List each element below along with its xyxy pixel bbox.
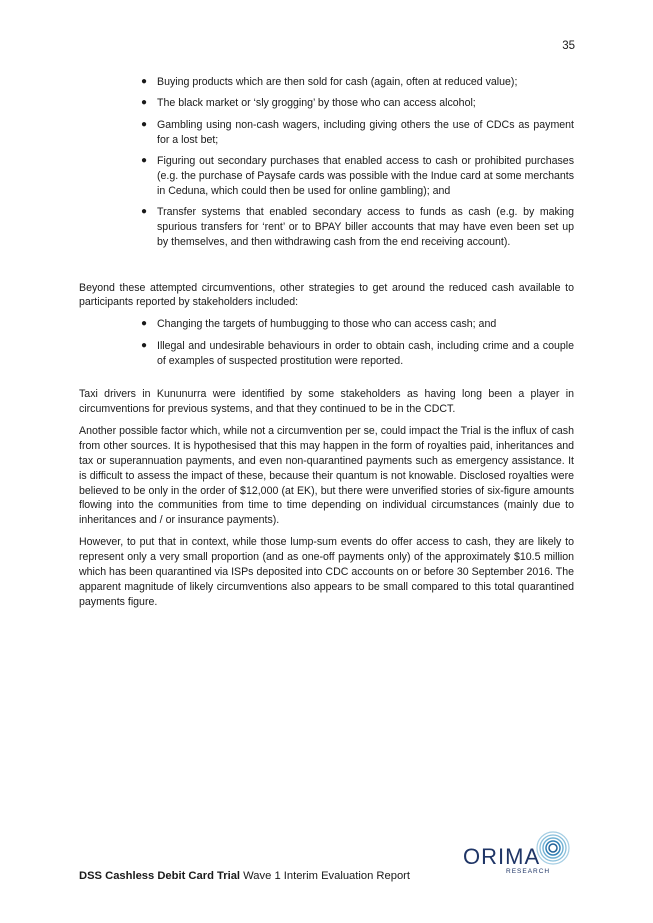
list-item <box>79 154 574 199</box>
list-item-text: Figuring out secondary purchases that enabled access to cash or prohibited purchases (e.g. the purchase of Paysafe cards was possible with the Indue card at some merchants in Ceduna, which could then be used for online gambling); and <box>157 155 574 197</box>
bullet-icon: ● <box>141 118 148 130</box>
footer <box>79 870 410 882</box>
bullet-icon: ● <box>141 155 148 167</box>
bullet-list-circumventions <box>79 75 574 250</box>
footer-title-normal: Wave 1 Interim Evaluation Report <box>240 870 411 882</box>
list-item-text: Changing the targets of humbugging to those who can access cash; and <box>157 318 497 331</box>
logo-name: ORIMA <box>463 844 541 869</box>
list-item-text: Buying products which are then sold for cash (again, often at reduced value); <box>157 76 518 88</box>
list-item <box>79 75 574 90</box>
paragraph-another-factor: Another possible factor which, while not a circumvention per se, could impact the Trial is the influx of cash from other sources. It is hypothesised that this may happen in the form of royalties paid, inheritances and tax or superannuation payments, and even non-quarantined payments such as emergency assistance. It is difficult to assess the impact of these, because their quantum is not knowable. Disclosed royalties were believed to be only in the order of $12,000 (at EK), but there were unverified stories of six-figure amounts flowing into the communities from time to time depending on individual circumstances (mainly due to inheritances and / or insurance payments). <box>79 424 574 527</box>
logo-rings-icon <box>535 830 571 866</box>
bullet-icon: ● <box>141 76 148 87</box>
list-item <box>79 205 574 250</box>
paragraph-beyond: Beyond these attempted circumventions, other strategies to get around the reduced cash available to participants reported by stakeholders included: <box>79 281 574 309</box>
list-item <box>79 118 574 148</box>
footer-title-bold: DSS Cashless Debit Card Trial <box>79 870 241 882</box>
list-item-text: The black market or ‘sly grogging’ by those who can access alcohol; <box>157 97 476 110</box>
page-number: 35 <box>562 40 575 52</box>
bullet-icon: ● <box>141 206 148 218</box>
paragraph-however: However, to put that in context, while those lump-sum events do offer access to cash, they are likely to represent only a very small proportion (and as one-off payments only) of the approximately $10.5 million which has been quarantined via ISPs deposited into CDC accounts on or before 30 September 2016. The apparent magnitude of likely circumventions also appears to be small compared to this total quarantined payments figure. <box>79 536 574 608</box>
logo-subtitle: RESEARCH <box>506 868 551 875</box>
bullet-icon: ● <box>141 339 148 351</box>
list-item-text: Gambling using non-cash wagers, including giving others the use of CDCs as payment for a lost bet; <box>157 118 574 146</box>
list-item-text: Transfer systems that enabled secondary access to funds as cash (e.g. by making spurious transfers for ‘rent’ or to BPAY biller accounts that may have even been set up by themselves, and then withdrawing cash from the end receiving account). <box>157 206 574 249</box>
paragraph-taxi: Taxi drivers in Kununurra were identified by some stakeholders as having long been a player in circumventions for previous systems, and that they continued to be in the CDCT. <box>79 388 574 415</box>
list-item <box>79 339 574 369</box>
orima-logo <box>463 830 573 880</box>
document-body <box>79 75 574 617</box>
list-item <box>79 96 574 111</box>
bullet-icon: ● <box>141 318 148 330</box>
list-item-text: Illegal and undesirable behaviours in order to obtain cash, including crime and a couple of examples of suspected prostitution were reported. <box>157 339 574 367</box>
bullet-icon: ● <box>141 97 148 109</box>
bullet-list-strategies <box>79 317 574 368</box>
list-item <box>79 317 574 332</box>
